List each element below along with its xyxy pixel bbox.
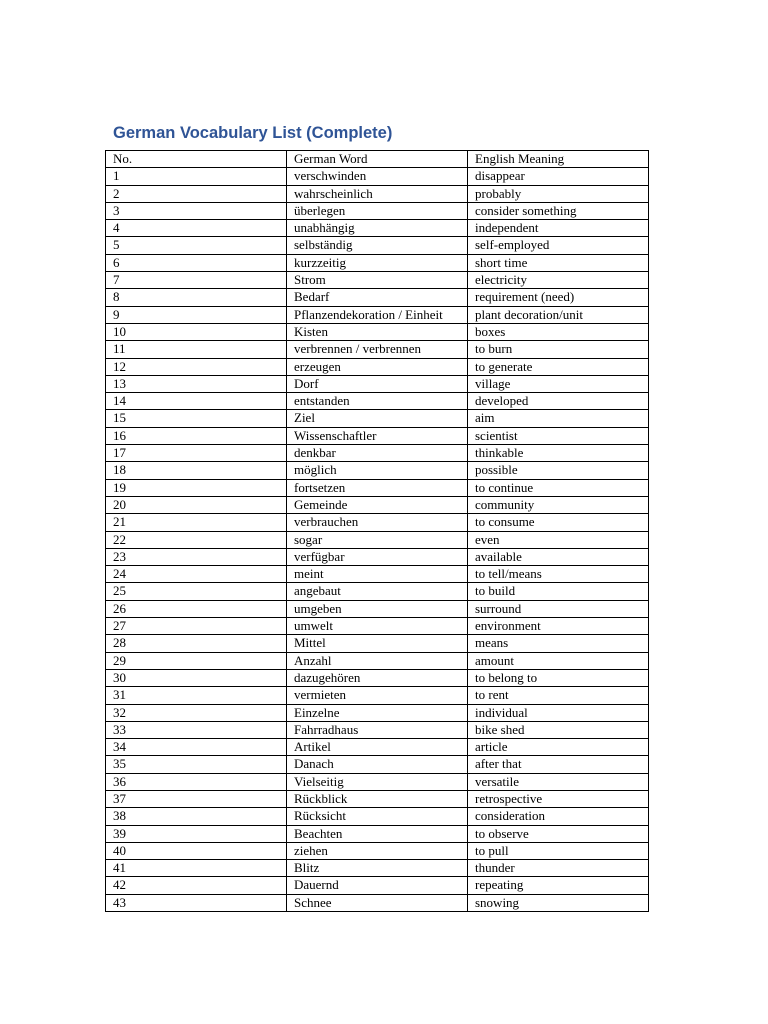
table-row: [106, 790, 649, 807]
english-meaning: to build: [468, 583, 649, 600]
row-number: 26: [106, 600, 287, 617]
table-row: [106, 427, 649, 444]
english-meaning: to consume: [468, 514, 649, 531]
german-word: Mittel: [287, 635, 468, 652]
table-row: [106, 756, 649, 773]
row-number: 40: [106, 842, 287, 859]
page-title: German Vocabulary List (Complete): [113, 124, 393, 142]
row-number: 17: [106, 445, 287, 462]
table-row: [106, 687, 649, 704]
row-number: 3: [106, 202, 287, 219]
row-number: 12: [106, 358, 287, 375]
english-meaning: thinkable: [468, 445, 649, 462]
english-meaning: retrospective: [468, 790, 649, 807]
row-number: 9: [106, 306, 287, 323]
row-number: 22: [106, 531, 287, 548]
english-meaning: village: [468, 375, 649, 392]
german-word: entstanden: [287, 393, 468, 410]
row-number: 43: [106, 894, 287, 911]
table-row: [106, 618, 649, 635]
row-number: 11: [106, 341, 287, 358]
german-word: Ziel: [287, 410, 468, 427]
table-row: [106, 721, 649, 738]
row-number: 37: [106, 790, 287, 807]
table-row: [106, 272, 649, 289]
row-number: 5: [106, 237, 287, 254]
row-number: 42: [106, 877, 287, 894]
row-number: 28: [106, 635, 287, 652]
vocabulary-table: [105, 150, 649, 912]
german-word: meint: [287, 566, 468, 583]
table-row: [106, 808, 649, 825]
table-row: [106, 479, 649, 496]
german-word: Rücksicht: [287, 808, 468, 825]
german-word: denkbar: [287, 445, 468, 462]
table-row: [106, 375, 649, 392]
row-number: 25: [106, 583, 287, 600]
german-word: angebaut: [287, 583, 468, 600]
table-row: [106, 548, 649, 565]
german-word: Fahrradhaus: [287, 721, 468, 738]
german-word: Schnee: [287, 894, 468, 911]
german-word: fortsetzen: [287, 479, 468, 496]
row-number: 1: [106, 168, 287, 185]
german-word: überlegen: [287, 202, 468, 219]
german-word: Strom: [287, 272, 468, 289]
header-row: [106, 151, 649, 168]
german-word: Kisten: [287, 323, 468, 340]
english-meaning: amount: [468, 652, 649, 669]
header-number: No.: [106, 151, 287, 168]
row-number: 23: [106, 548, 287, 565]
row-number: 16: [106, 427, 287, 444]
table-body: [106, 168, 649, 912]
row-number: 41: [106, 860, 287, 877]
english-meaning: to tell/means: [468, 566, 649, 583]
english-meaning: to observe: [468, 825, 649, 842]
table-row: [106, 600, 649, 617]
german-word: unabhängig: [287, 220, 468, 237]
german-word: Einzelne: [287, 704, 468, 721]
german-word: kurzzeitig: [287, 254, 468, 271]
english-meaning: probably: [468, 185, 649, 202]
table-row: [106, 860, 649, 877]
english-meaning: environment: [468, 618, 649, 635]
german-word: Artikel: [287, 739, 468, 756]
table-row: [106, 185, 649, 202]
german-word: dazugehören: [287, 669, 468, 686]
row-number: 4: [106, 220, 287, 237]
english-meaning: consideration: [468, 808, 649, 825]
table-row: [106, 289, 649, 306]
table-row: [106, 825, 649, 842]
header-english-meaning: English Meaning: [468, 151, 649, 168]
table-row: [106, 306, 649, 323]
row-number: 24: [106, 566, 287, 583]
table-row: [106, 323, 649, 340]
german-word: umwelt: [287, 618, 468, 635]
row-number: 21: [106, 514, 287, 531]
row-number: 33: [106, 721, 287, 738]
english-meaning: even: [468, 531, 649, 548]
english-meaning: to generate: [468, 358, 649, 375]
german-word: verschwinden: [287, 168, 468, 185]
row-number: 13: [106, 375, 287, 392]
english-meaning: electricity: [468, 272, 649, 289]
table-row: [106, 445, 649, 462]
row-number: 32: [106, 704, 287, 721]
german-word: Danach: [287, 756, 468, 773]
german-word: Beachten: [287, 825, 468, 842]
english-meaning: requirement (need): [468, 289, 649, 306]
table-row: [106, 462, 649, 479]
german-word: erzeugen: [287, 358, 468, 375]
german-word: Gemeinde: [287, 496, 468, 513]
german-word: vermieten: [287, 687, 468, 704]
row-number: 30: [106, 669, 287, 686]
german-word: Blitz: [287, 860, 468, 877]
table-row: [106, 566, 649, 583]
row-number: 10: [106, 323, 287, 340]
english-meaning: after that: [468, 756, 649, 773]
english-meaning: disappear: [468, 168, 649, 185]
german-word: wahrscheinlich: [287, 185, 468, 202]
english-meaning: possible: [468, 462, 649, 479]
german-word: Rückblick: [287, 790, 468, 807]
german-word: Dauernd: [287, 877, 468, 894]
english-meaning: to pull: [468, 842, 649, 859]
german-word: selbständig: [287, 237, 468, 254]
german-word: Anzahl: [287, 652, 468, 669]
german-word: verbrennen / verbrennen: [287, 341, 468, 358]
row-number: 14: [106, 393, 287, 410]
table-row: [106, 877, 649, 894]
german-word: Dorf: [287, 375, 468, 392]
row-number: 6: [106, 254, 287, 271]
english-meaning: individual: [468, 704, 649, 721]
english-meaning: means: [468, 635, 649, 652]
german-word: umgeben: [287, 600, 468, 617]
english-meaning: to continue: [468, 479, 649, 496]
row-number: 7: [106, 272, 287, 289]
german-word: Pflanzendekoration / Einheit: [287, 306, 468, 323]
english-meaning: short time: [468, 254, 649, 271]
english-meaning: developed: [468, 393, 649, 410]
row-number: 29: [106, 652, 287, 669]
table-row: [106, 739, 649, 756]
row-number: 27: [106, 618, 287, 635]
table-row: [106, 393, 649, 410]
english-meaning: article: [468, 739, 649, 756]
row-number: 34: [106, 739, 287, 756]
table-row: [106, 358, 649, 375]
table-row: [106, 894, 649, 911]
english-meaning: versatile: [468, 773, 649, 790]
table-row: [106, 669, 649, 686]
table-row: [106, 704, 649, 721]
row-number: 19: [106, 479, 287, 496]
english-meaning: to rent: [468, 687, 649, 704]
english-meaning: plant decoration/unit: [468, 306, 649, 323]
row-number: 20: [106, 496, 287, 513]
table-row: [106, 496, 649, 513]
english-meaning: self-employed: [468, 237, 649, 254]
table-row: [106, 341, 649, 358]
english-meaning: community: [468, 496, 649, 513]
table-row: [106, 531, 649, 548]
table-row: [106, 410, 649, 427]
english-meaning: repeating: [468, 877, 649, 894]
german-word: Wissenschaftler: [287, 427, 468, 444]
table-row: [106, 773, 649, 790]
english-meaning: to belong to: [468, 669, 649, 686]
english-meaning: consider something: [468, 202, 649, 219]
german-word: Bedarf: [287, 289, 468, 306]
table-row: [106, 202, 649, 219]
english-meaning: thunder: [468, 860, 649, 877]
english-meaning: available: [468, 548, 649, 565]
table-row: [106, 635, 649, 652]
row-number: 8: [106, 289, 287, 306]
row-number: 31: [106, 687, 287, 704]
table-header: [106, 151, 649, 168]
table-row: [106, 168, 649, 185]
english-meaning: snowing: [468, 894, 649, 911]
english-meaning: boxes: [468, 323, 649, 340]
table-row: [106, 254, 649, 271]
english-meaning: scientist: [468, 427, 649, 444]
table-row: [106, 583, 649, 600]
german-word: möglich: [287, 462, 468, 479]
table-row: [106, 652, 649, 669]
german-word: verfügbar: [287, 548, 468, 565]
german-word: Vielseitig: [287, 773, 468, 790]
table-row: [106, 514, 649, 531]
table-row: [106, 842, 649, 859]
row-number: 18: [106, 462, 287, 479]
row-number: 39: [106, 825, 287, 842]
english-meaning: surround: [468, 600, 649, 617]
german-word: ziehen: [287, 842, 468, 859]
header-german-word: German Word: [287, 151, 468, 168]
german-word: sogar: [287, 531, 468, 548]
table-row: [106, 237, 649, 254]
row-number: 38: [106, 808, 287, 825]
english-meaning: to burn: [468, 341, 649, 358]
german-word: verbrauchen: [287, 514, 468, 531]
row-number: 35: [106, 756, 287, 773]
english-meaning: aim: [468, 410, 649, 427]
table-row: [106, 220, 649, 237]
english-meaning: bike shed: [468, 721, 649, 738]
row-number: 36: [106, 773, 287, 790]
row-number: 15: [106, 410, 287, 427]
english-meaning: independent: [468, 220, 649, 237]
row-number: 2: [106, 185, 287, 202]
